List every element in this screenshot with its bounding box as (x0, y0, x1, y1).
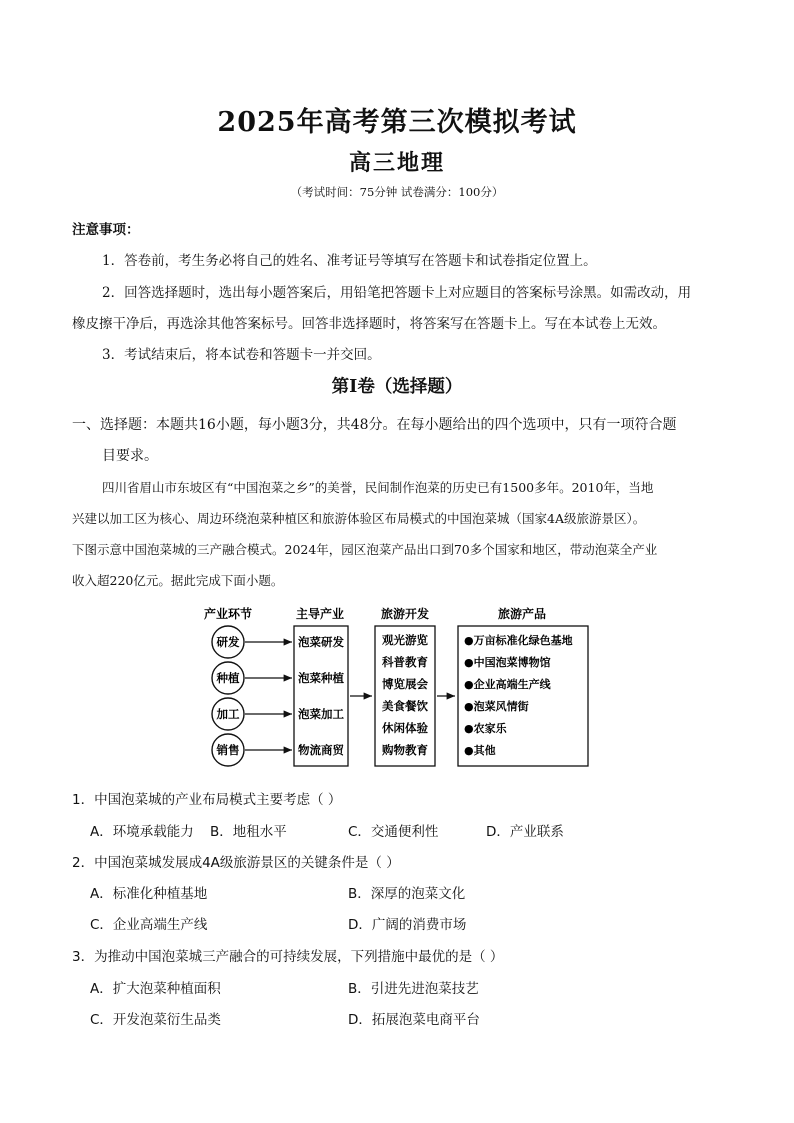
question-1-option-b[interactable]: B．地租水平 (210, 824, 287, 840)
question-1-option-a[interactable]: A．环境承载能力 (90, 824, 194, 840)
tourism-item: 休闲体验 (382, 721, 428, 735)
tourism-item: 科普教育 (382, 655, 428, 669)
question-3-option-a[interactable]: A．扩大泡菜种植面积 (90, 981, 221, 997)
link-node-planting (212, 662, 244, 694)
notice-item-2-continued: 橡皮擦干净后，再选涂其他答案标号。回答非选择题时，将答案写在答题卡上。写在本试卷上无效。 (72, 316, 666, 332)
industry-item: 物流商贸 (298, 743, 344, 757)
col-header-products: 旅游产品 (497, 607, 547, 621)
question-3-stem: 3．为推动中国泡菜城三产融合的可持续发展，下列措施中最优的是（ ） (72, 949, 504, 965)
svg-text:加工: 加工 (216, 707, 240, 721)
material-line-2: 兴建以加工区为核心、周边环绕泡菜种植区和旅游体验区布局模式的中国泡菜城（国家4A级旅游景区）。 (72, 511, 646, 526)
notice-heading: 注意事项： (72, 222, 140, 238)
question-2-option-d[interactable]: D．广阔的消费市场 (348, 917, 467, 933)
question-1-stem: 1．中国泡菜城的产业布局模式主要考虑（ ） (72, 792, 342, 808)
question-1-option-d[interactable]: D．产业联系 (486, 824, 564, 840)
tourism-item: 博览展会 (382, 677, 428, 691)
product-item: ●泡菜风情街 (464, 700, 529, 713)
link-node-research (212, 626, 244, 658)
question-2-option-a[interactable]: A．标准化种植基地 (90, 886, 208, 902)
col-header-tourism: 旅游开发 (380, 607, 430, 621)
material-line-1: 四川省眉山市东坡区有“中国泡菜之乡”的美誉，民间制作泡菜的历史已有1500多年。2010年，当地 (102, 480, 654, 495)
svg-text:种植: 种植 (216, 671, 240, 685)
product-item: ●企业高端生产线 (464, 678, 551, 691)
question-3-option-c[interactable]: C．开发泡菜衍生品类 (90, 1012, 221, 1028)
material-line-3: 下图示意中国泡菜城的三产融合模式。2024年，园区泡菜产品出口到70多个国家和地区，带动泡菜全产业 (72, 542, 658, 557)
industry-item: 泡菜加工 (298, 707, 344, 721)
question-2-stem: 2．中国泡菜城发展成4A级旅游景区的关键条件是（ ） (72, 855, 400, 871)
notice-item-1: 1．答卷前，考生务必将自己的姓名、准考证号等填写在答题卡和试卷指定位置上。 (102, 253, 597, 269)
question-2-option-b[interactable]: B．深厚的泡菜文化 (348, 886, 466, 902)
part-one-instruction-continued: 目要求。 (102, 448, 158, 464)
svg-text:销售: 销售 (216, 743, 240, 757)
notice-item-2: 2．回答选择题时，选出每小题答案后，用铅笔把答题卡上对应题目的答案标号涂黑。如需改动，用 (102, 285, 692, 301)
industry-fusion-diagram (200, 598, 610, 774)
tourism-item: 美食餐饮 (382, 699, 428, 713)
product-item: ●万亩标准化绿色基地 (464, 634, 573, 647)
col-header-links: 产业环节 (203, 607, 253, 621)
col-header-industries: 主导产业 (295, 607, 345, 621)
product-item: ●其他 (464, 744, 496, 757)
subject-title: 高三地理 (348, 150, 445, 176)
industry-item: 泡菜种植 (298, 671, 344, 685)
tourism-item: 购物教育 (382, 743, 428, 757)
product-item: ●农家乐 (464, 722, 507, 735)
exam-info: （考试时间：75分钟 试卷满分：100分） (290, 185, 504, 199)
industry-item: 泡菜研发 (298, 635, 344, 649)
question-3-option-d[interactable]: D．拓展泡菜电商平台 (348, 1012, 480, 1028)
product-item: ●中国泡菜博物馆 (464, 656, 551, 669)
link-node-processing (212, 698, 244, 730)
section-title: 第Ⅰ卷（选择题） (331, 377, 463, 397)
question-3-option-b[interactable]: B．引进先进泡菜技艺 (348, 981, 479, 997)
svg-text:研发: 研发 (216, 635, 240, 649)
link-node-sales (212, 734, 244, 766)
tourism-item: 观光游览 (382, 633, 428, 647)
question-1-option-c[interactable]: C．交通便利性 (348, 824, 439, 840)
exam-title: 2025年高考第三次模拟考试 (217, 107, 577, 138)
part-one-instruction: 一、选择题：本题共16小题，每小题3分，共48分。在每小题给出的四个选项中，只有一项符合题 (72, 417, 677, 433)
question-2-option-c[interactable]: C．企业高端生产线 (90, 917, 208, 933)
material-line-4: 收入超220亿元。据此完成下面小题。 (72, 573, 284, 588)
notice-item-3: 3．考试结束后，将本试卷和答题卡一并交回。 (102, 347, 381, 363)
